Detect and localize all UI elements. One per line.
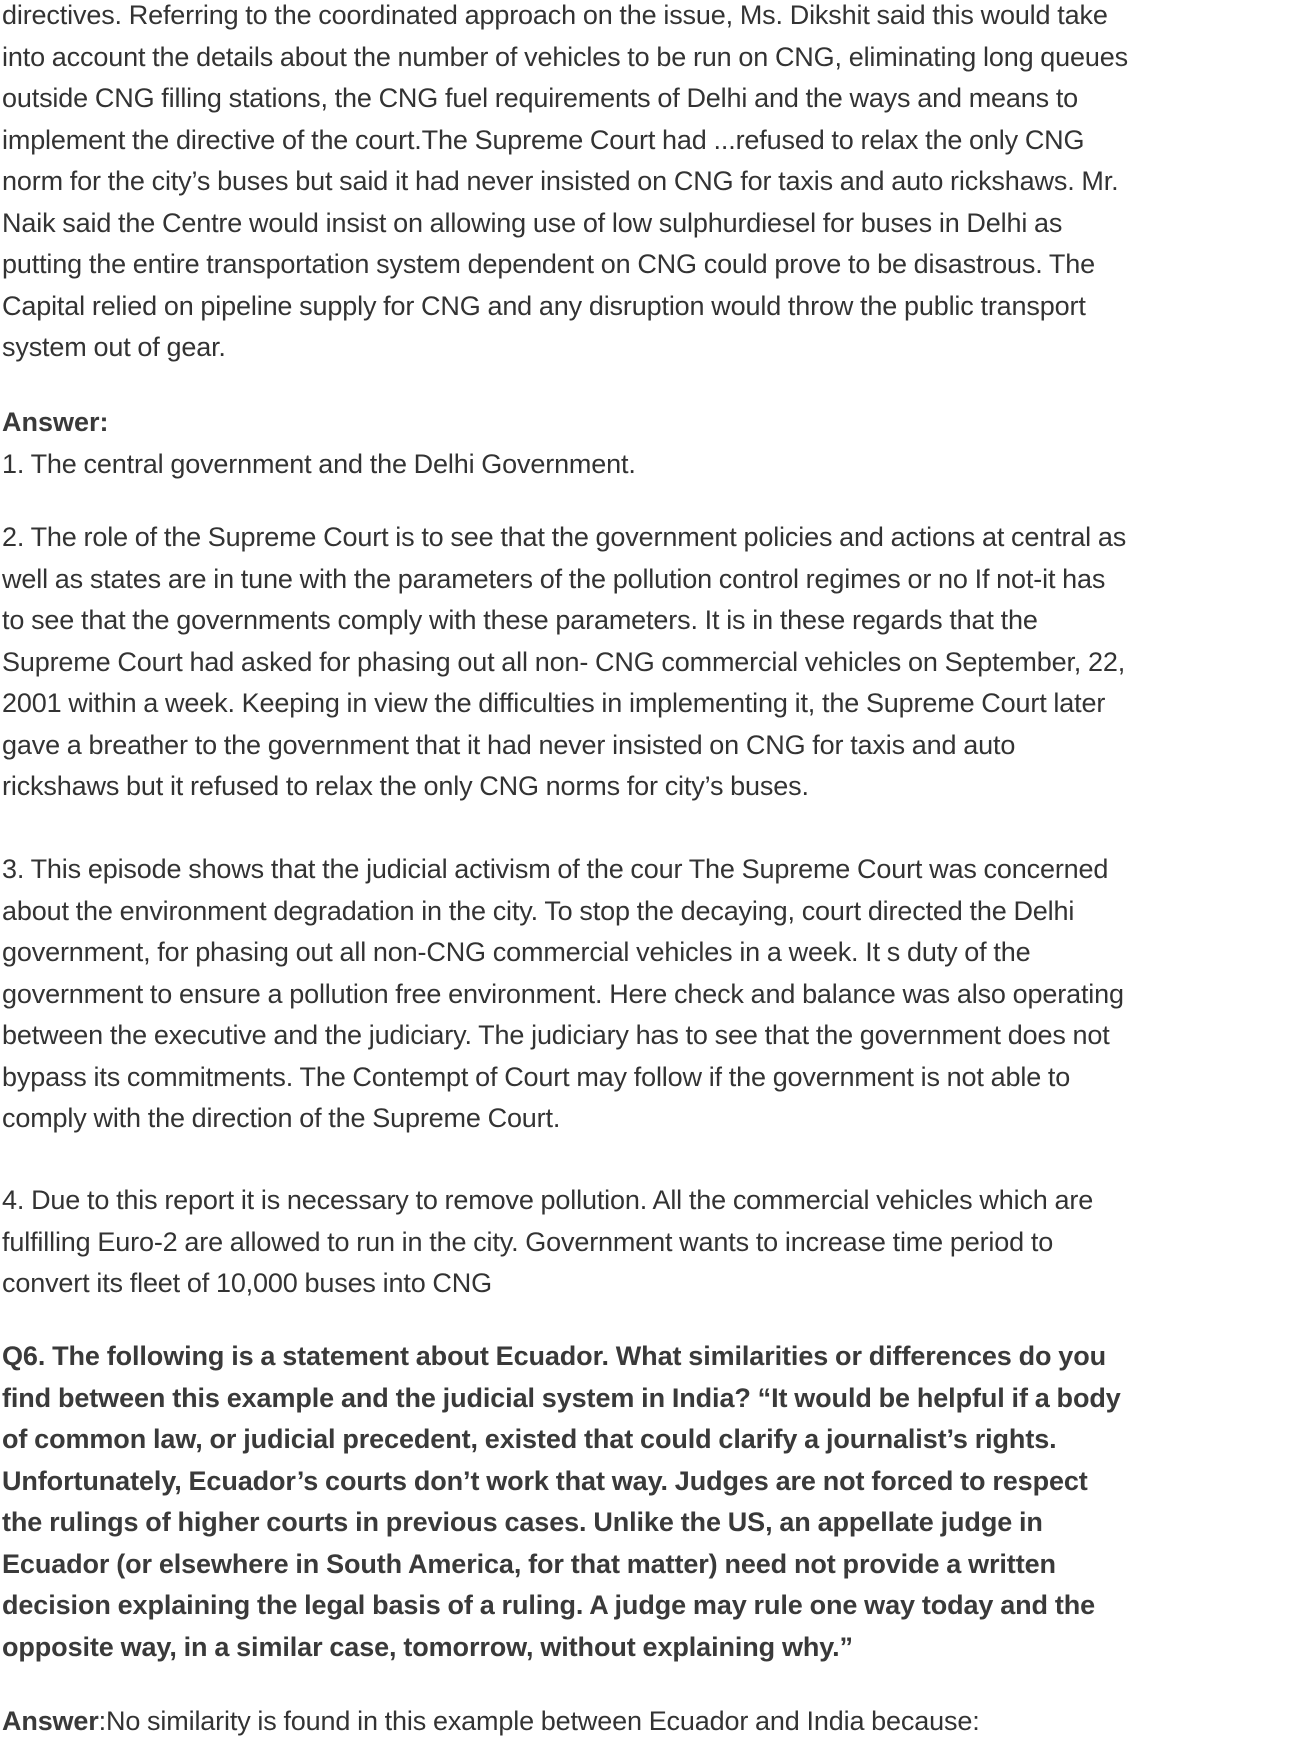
paragraph-text bbox=[0, 0, 1128, 369]
text-line: Ecuador (or elsewhere in South America, for that matter) need not provide a written bbox=[2, 1548, 1056, 1579]
paragraph-text bbox=[0, 517, 1126, 808]
text-line: opposite way, in a similar case, tomorrow, without explaining why.” bbox=[2, 1631, 853, 1662]
text-line: the rulings of higher courts in previous cases. Unlike the US, an appellate judge in bbox=[2, 1507, 1043, 1537]
text-line: Supreme Court had asked for phasing out all non- CNG commercial vehicles on September, 22, bbox=[2, 646, 1126, 677]
text-line bbox=[2, 1701, 980, 1739]
text-line: Naik said the Centre would insist on allowing use of low sulphurdiesel for buses in Delhi as bbox=[2, 207, 1063, 238]
text-line: decision explaining the legal basis of a ruling. A judge may rule one way today and the bbox=[2, 1590, 1096, 1620]
text-line: fulfilling Euro-2 are allowed to run in the city. Government wants to increase time period to bbox=[2, 1226, 1054, 1257]
answer-label: Answer bbox=[2, 1706, 99, 1736]
text-line: comply with the direction of the Supreme Court. bbox=[2, 1103, 561, 1133]
text-line: 2001 within a week. Keeping in view the difficulties in implementing it, the Supreme Court later bbox=[2, 688, 1106, 718]
answer-text: :No similarity is found in this example between Ecuador and India because: bbox=[98, 1706, 980, 1736]
text-line: about the environment degradation in the city. To stop the decaying, court directed the Delhi bbox=[2, 895, 1075, 926]
text-line: into account the details about the number of vehicles to be run on CNG, eliminating long queues bbox=[2, 41, 1128, 72]
answer-1-paragraph bbox=[0, 444, 636, 486]
answer-4-paragraph bbox=[0, 1180, 1093, 1305]
answer-3-paragraph bbox=[0, 849, 1124, 1140]
text-line: 3. This episode shows that the judicial activism of the cour The Supreme Court was concerned bbox=[2, 854, 1109, 884]
text-line: between the executive and the judiciary. The judiciary has to see that the government does not bbox=[2, 1020, 1110, 1050]
text-line: to see that the governments comply with these parameters. It is in these regards that the bbox=[2, 605, 1038, 635]
text-line: Unfortunately, Ecuador’s courts don’t work that way. Judges are not forced to respect bbox=[2, 1465, 1088, 1496]
paragraph-text bbox=[0, 1701, 980, 1739]
text-line: Q6. The following is a statement about Ecuador. What similarities or differences do you bbox=[2, 1341, 1107, 1371]
text-line: convert its fleet of 10,000 buses into CNG bbox=[2, 1268, 492, 1298]
text-line: 2. The role of the Supreme Court is to see that the government policies and actions at central as bbox=[2, 522, 1127, 552]
text-line: of common law, or judicial precedent, existed that could clarify a journalist’s rights. bbox=[2, 1424, 1057, 1454]
answer-heading bbox=[0, 402, 109, 444]
text-line: putting the entire transportation system dependent on CNG could prove to be disastrous. The bbox=[2, 249, 1096, 279]
paragraph-text bbox=[0, 1180, 1093, 1305]
text-line: norm for the city’s buses but said it had never insisted on CNG for taxis and auto rickshaws. Mr. bbox=[2, 166, 1119, 196]
text-line: directives. Referring to the coordinated approach on the issue, Ms. Dikshit said this would take bbox=[2, 0, 1108, 30]
text-line: government to ensure a pollution free environment. Here check and balance was also operating bbox=[2, 978, 1124, 1009]
text-line: outside CNG filling stations, the CNG fuel requirements of Delhi and the ways and means to bbox=[2, 83, 1079, 113]
text-line: system out of gear. bbox=[2, 332, 226, 362]
paragraph-text bbox=[0, 849, 1124, 1140]
text-line: find between this example and the judicial system in India? “It would be helpful if a body bbox=[2, 1382, 1121, 1413]
text-line: rickshaws but it refused to relax the only CNG norms for city’s buses. bbox=[2, 771, 809, 801]
paragraph-text bbox=[0, 444, 636, 486]
text-line: government, for phasing out all non-CNG commercial vehicles in a week. It s duty of the bbox=[2, 937, 1031, 967]
question-6-block bbox=[0, 1336, 1121, 1668]
text-line: well as states are in tune with the parameters of the pollution control regimes or no If not-it has bbox=[2, 563, 1106, 594]
text-line: implement the directive of the court.The Supreme Court had ...refused to relax the only CNG bbox=[2, 124, 1085, 155]
text-line: 4. Due to this report it is necessary to remove pollution. All the commercial vehicles which are bbox=[2, 1185, 1094, 1215]
question-text bbox=[0, 1336, 1121, 1668]
text-line: 1. The central government and the Delhi Government. bbox=[2, 449, 636, 479]
text-line: bypass its commitments. The Contempt of Court may follow if the government is not able to bbox=[2, 1061, 1071, 1092]
text-line: Capital relied on pipeline supply for CNG and any disruption would throw the public transport bbox=[2, 290, 1086, 321]
answer-heading-text: Answer: bbox=[2, 407, 109, 437]
answer-2-paragraph bbox=[0, 517, 1126, 808]
intro-paragraph bbox=[0, 0, 1128, 369]
answer-6-paragraph bbox=[0, 1701, 980, 1739]
text-line: gave a breather to the government that it had never insisted on CNG for taxis and auto bbox=[2, 729, 1016, 760]
